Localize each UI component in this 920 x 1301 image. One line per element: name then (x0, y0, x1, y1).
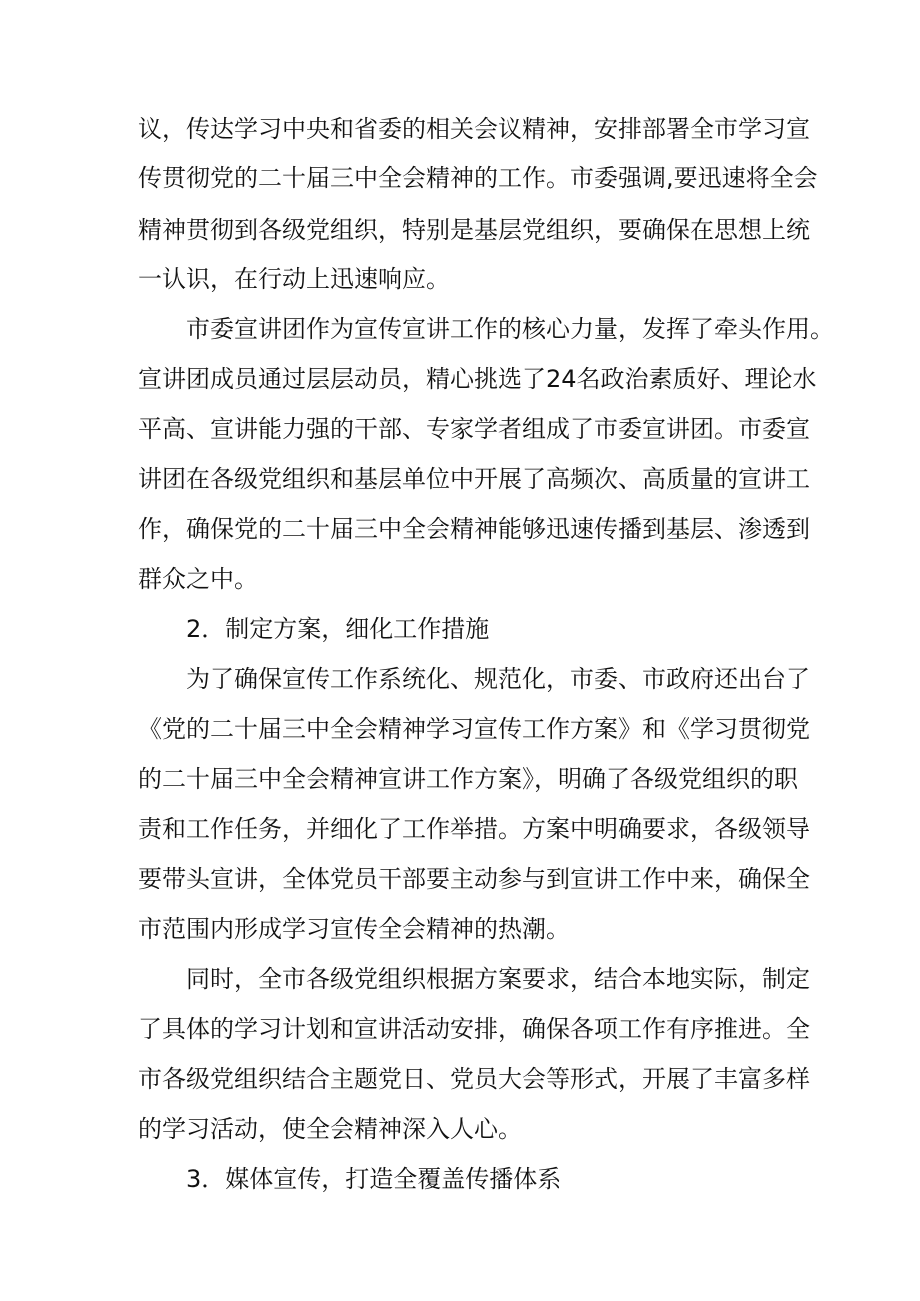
text-line: 了具体的学习计划和宣讲活动安排，确保各项工作有序推进。全 (138, 1015, 810, 1043)
text-line: 一认识，在行动上迅速响应。 (138, 265, 450, 293)
text-line: 市各级党组织结合主题党日、党员大会等形式，开展了丰富多样 (138, 1065, 810, 1093)
text-line: 平高、宣讲能力强的干部、专家学者组成了市委宣讲团。市委宣 (138, 415, 810, 443)
paragraph-first-line: 同时，全市各级党组织根据方案要求，结合本地实际，制定 (186, 965, 810, 993)
text-line: 讲团在各级党组织和基层单位中开展了高频次、高质量的宣讲工 (138, 465, 810, 493)
text-line: 的二十届三中全会精神宣讲工作方案》，明确了各级党组织的职 (138, 765, 798, 793)
text-line: 传贯彻党的二十届三中全会精神的工作。市委强调,要迅速将全会 (138, 164, 818, 192)
text-line: 宣讲团成员通过层层动员，精心挑选了24名政治素质好、理论水 (138, 365, 817, 393)
text-line: 的学习活动，使全会精神深入人心。 (138, 1115, 522, 1143)
text-line: 要带头宣讲，全体党员干部要主动参与到宣讲工作中来，确保全 (138, 865, 810, 893)
text-line: 市范围内形成学习宣传全会精神的热潮。 (138, 915, 570, 943)
text-line: 群众之中。 (138, 565, 258, 593)
text-line: 《党的二十届三中全会精神学习宣传工作方案》和《学习贯彻党 (138, 715, 810, 743)
text-line: 精神贯彻到各级党组织，特别是基层党组织，要确保在思想上统 (138, 216, 810, 244)
section-heading-3: 3．媒体宣传，打造全覆盖传播体系 (186, 1165, 562, 1193)
paragraph-first-line: 市委宣讲团作为宣传宣讲工作的核心力量，发挥了牵头作用。 (186, 315, 834, 343)
section-heading-2: 2．制定方案，细化工作措施 (186, 615, 490, 643)
text-line: 责和工作任务，并细化了工作举措。方案中明确要求，各级领导 (138, 815, 810, 843)
text-line: 作，确保党的二十届三中全会精神能够迅速传播到基层、渗透到 (138, 515, 810, 543)
paragraph-first-line: 为了确保宣传工作系统化、规范化，市委、市政府还出台了 (186, 665, 810, 693)
text-line: 议，传达学习中央和省委的相关会议精神，安排部署全市学习宣 (138, 115, 810, 143)
